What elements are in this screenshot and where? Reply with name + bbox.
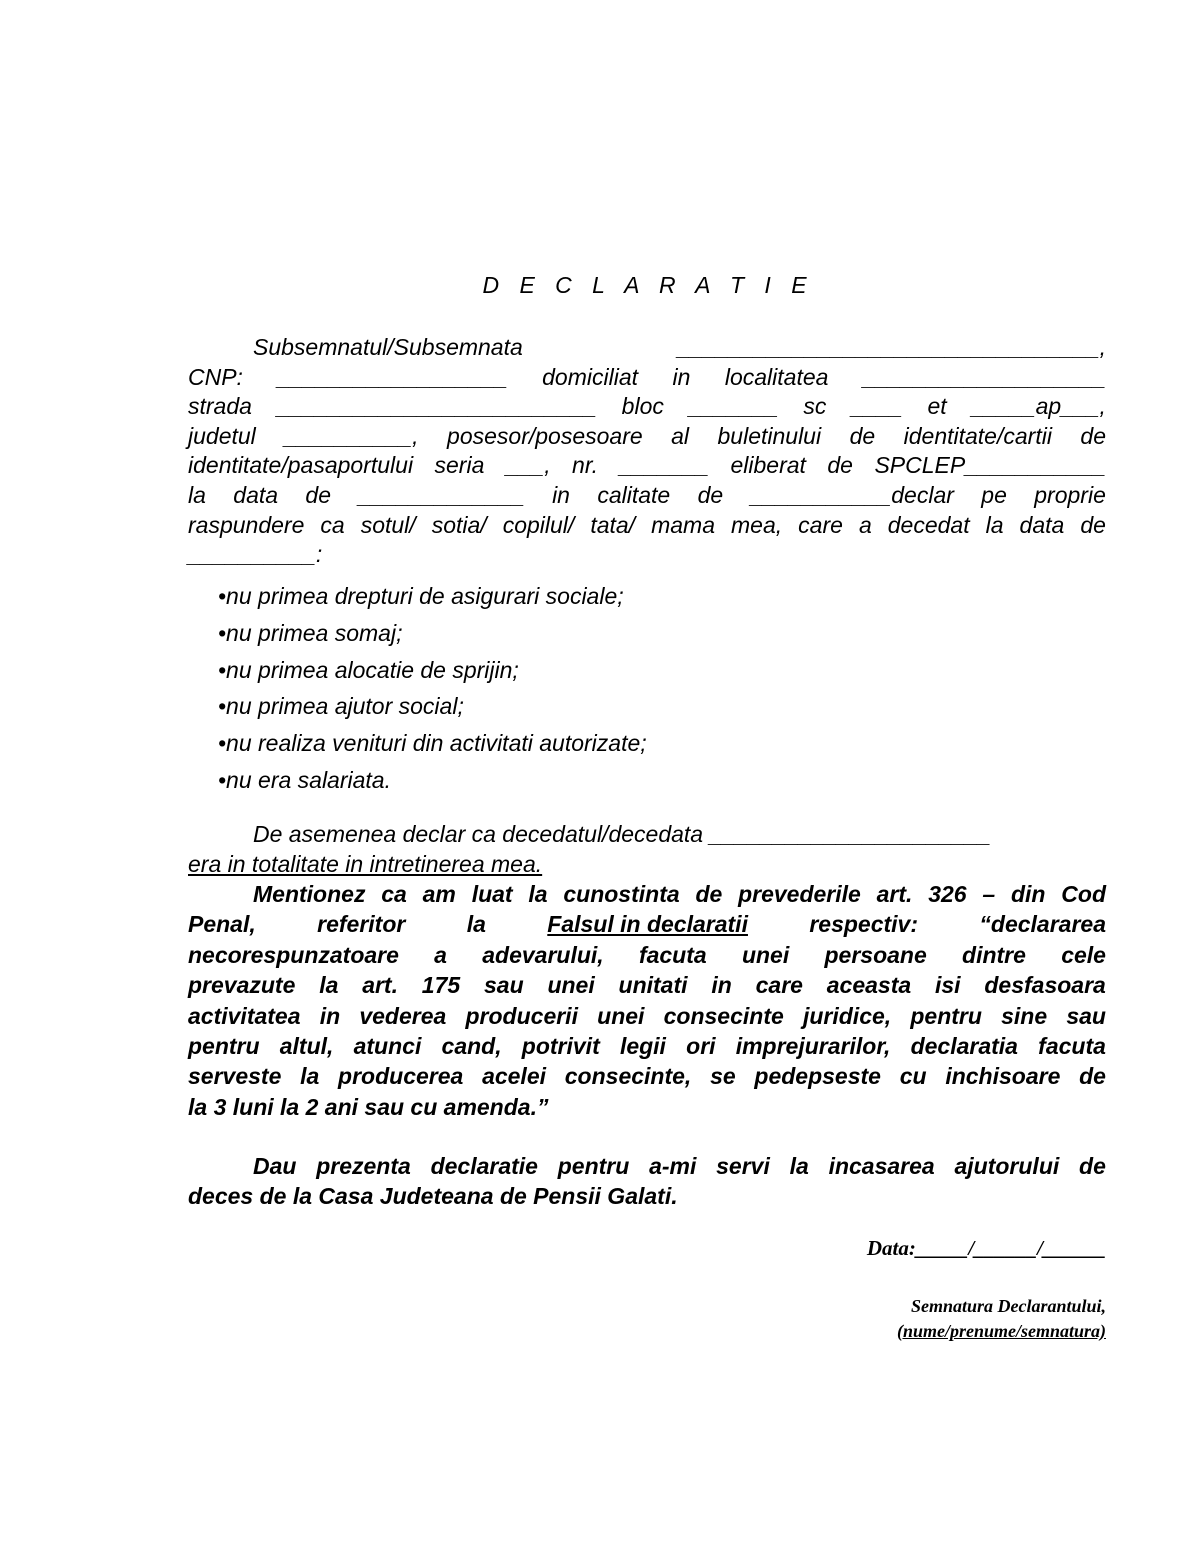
- legal-word: unei: [597, 1002, 645, 1029]
- purpose-line: [188, 1151, 1106, 1181]
- intro-line: [188, 540, 1106, 570]
- intro-word: proprie: [1034, 481, 1106, 508]
- intro-line: [188, 422, 1106, 452]
- intro-line: [188, 481, 1106, 511]
- intro-word: de: [697, 481, 724, 508]
- intro-word: et: [927, 393, 947, 420]
- intro-word: _______: [688, 393, 779, 420]
- legal-word: a: [434, 941, 447, 968]
- purpose-paragraph: [188, 1151, 1106, 1212]
- intro-word: eliberat: [730, 452, 806, 479]
- legal-word: dintre: [962, 941, 1026, 968]
- legal-word: atunci: [353, 1032, 422, 1059]
- legal-word: consecinte: [663, 1002, 784, 1029]
- legal-word: producerea: [338, 1063, 464, 1090]
- legal-word: imprejurarilor,: [735, 1032, 891, 1059]
- legal-word: cele: [1061, 941, 1106, 968]
- legal-word: unei: [741, 941, 790, 968]
- legal-word: Falsul in declaratii: [547, 911, 748, 938]
- purpose-word: Dau: [253, 1153, 297, 1179]
- legal-word: respectiv:: [809, 911, 919, 938]
- intro-line: [188, 392, 1106, 422]
- intro-word: de: [1080, 511, 1106, 538]
- intro-word: care: [798, 511, 843, 538]
- purpose-word: prezenta: [316, 1153, 411, 1179]
- legal-word: la 3 luni la 2 ani sau cu amenda.”: [188, 1093, 549, 1120]
- intro-word: raspundere: [188, 511, 305, 538]
- intro-word: SPCLEP___________: [874, 452, 1106, 479]
- legal-word: unitati: [618, 972, 688, 999]
- legal-word: serveste: [188, 1063, 282, 1090]
- legal-word: juridice,: [802, 1002, 892, 1029]
- intro-word: de: [827, 452, 853, 479]
- legal-line: [188, 940, 1106, 970]
- legal-word: acelei: [482, 1063, 547, 1090]
- intro-word: seria: [434, 452, 485, 479]
- signature-block: [897, 1294, 1106, 1344]
- legal-word: unei: [547, 972, 595, 999]
- legal-word: art.: [876, 881, 913, 907]
- legal-word: de: [1079, 1063, 1106, 1090]
- intro-word: la: [985, 511, 1004, 538]
- intro-word: sotul/: [360, 511, 416, 538]
- legal-line: [188, 1061, 1106, 1091]
- intro-word: mama: [651, 511, 715, 538]
- purpose-word: declaratie: [430, 1153, 538, 1179]
- intro-word: de: [1080, 422, 1106, 449]
- intro-word: ___________declar: [750, 481, 954, 508]
- legal-word: pedepseste: [754, 1063, 881, 1090]
- intro-line: [188, 333, 1106, 363]
- legal-word: producerii: [465, 1002, 578, 1029]
- bullet-item: •nu primea drepturi de asigurari sociale;: [218, 583, 624, 609]
- bullet-item: •nu era salariata.: [218, 766, 391, 793]
- legal-word: care: [755, 972, 803, 999]
- purpose-word: ajutorului: [954, 1153, 1060, 1179]
- legal-word: legii: [619, 1032, 666, 1059]
- legal-word: luat: [471, 881, 513, 907]
- legal-line: [188, 879, 1106, 909]
- legal-word: la: [528, 881, 548, 907]
- intro-word: identitate/pasaportului: [188, 452, 414, 479]
- legal-word: aceasta: [826, 972, 912, 999]
- legal-word: –: [982, 881, 996, 907]
- legal-word: 175: [421, 972, 461, 999]
- legal-word: prevederile: [738, 881, 861, 907]
- intro-word: tata/: [590, 511, 636, 538]
- intro-word: in: [672, 363, 691, 390]
- legal-word: pentru: [910, 1002, 982, 1029]
- legal-word: altul,: [279, 1032, 334, 1059]
- intro-word: ___________________: [862, 363, 1106, 390]
- intro-word: strada: [188, 393, 252, 420]
- legal-word: Cod: [1061, 881, 1106, 907]
- intro-word: pe: [981, 481, 1007, 508]
- intro-word: __________:: [188, 541, 323, 568]
- intro-word: in: [552, 481, 570, 508]
- intro-line: [188, 451, 1106, 481]
- legal-line: [188, 909, 1106, 939]
- legal-word: adevarului,: [482, 941, 604, 968]
- legal-line: [188, 970, 1106, 1000]
- intro-word: nr.: [572, 452, 599, 479]
- intro-word: de: [305, 481, 332, 508]
- intro-word: de: [849, 422, 876, 449]
- legal-word: pentru: [188, 1032, 260, 1059]
- legal-word: vederea: [359, 1002, 447, 1029]
- penal-code-paragraph: [188, 879, 1106, 1122]
- intro-word: _____________: [358, 481, 525, 508]
- intro-paragraph: [188, 333, 1106, 570]
- purpose-word: la: [789, 1153, 809, 1179]
- intro-line: [188, 363, 1106, 393]
- legal-word: necorespunzatoare: [188, 941, 399, 968]
- purpose-word: deces de la Casa Judeteana de Pensii Galati.: [188, 1183, 678, 1210]
- intro-word: CNP:: [188, 363, 243, 390]
- legal-word: persoane: [824, 941, 927, 968]
- purpose-word: a-mi: [649, 1153, 697, 1179]
- intro-word: calitate: [597, 481, 671, 508]
- legal-word: 326: [928, 881, 967, 907]
- intro-word: localitatea: [724, 363, 829, 390]
- legal-word: facuta: [1038, 1032, 1106, 1059]
- declaration-bullet-list: [218, 578, 647, 799]
- intro-word: sotia/: [431, 511, 487, 538]
- legal-word: referitor: [317, 911, 406, 938]
- legal-word: inchisoare: [945, 1063, 1061, 1090]
- legal-word: la: [300, 1063, 320, 1090]
- intro-word: mea,: [731, 511, 783, 538]
- legal-word: Penal,: [188, 911, 256, 938]
- legal-word: art.: [362, 972, 398, 999]
- intro-word: a: [858, 511, 872, 538]
- intro-word: judetul: [188, 422, 256, 449]
- intro-word: ____: [851, 393, 903, 420]
- purpose-word: de: [1079, 1153, 1106, 1179]
- legal-word: desfasoara: [984, 972, 1106, 999]
- document-title: D E C L A R A T I E: [482, 272, 814, 298]
- intro-word: ca: [320, 511, 345, 538]
- intro-line: [188, 511, 1106, 541]
- intro-word: bloc: [621, 393, 664, 420]
- legal-word: la: [319, 972, 339, 999]
- purpose-word: incasarea: [828, 1153, 935, 1179]
- bullet-item: •nu primea ajutor social;: [218, 693, 464, 720]
- intro-word: identitate/cartii: [903, 422, 1052, 449]
- legal-word: “declararea: [979, 911, 1106, 938]
- legal-word: sau: [483, 972, 524, 999]
- legal-word: isi: [934, 972, 961, 999]
- intro-word: ___,: [505, 452, 551, 479]
- intro-word: sc: [803, 393, 827, 420]
- intro-word: _________________________________,: [677, 334, 1106, 360]
- bullet-item: •nu primea alocatie de sprijin;: [218, 656, 519, 683]
- legal-word: din: [1010, 881, 1046, 907]
- intro-word: posesor/posesoare: [447, 422, 643, 449]
- purpose-line: [188, 1181, 1106, 1211]
- legal-word: sau: [1066, 1002, 1106, 1029]
- legal-line: [188, 1031, 1106, 1061]
- legal-word: cand,: [441, 1032, 502, 1059]
- intro-word: buletinului: [717, 422, 822, 449]
- legal-word: ca: [381, 881, 407, 907]
- intro-word: Subsemnatul/Subsemnata: [253, 334, 523, 360]
- intro-word: __________,: [284, 422, 419, 449]
- legal-word: in: [711, 972, 732, 999]
- dependency-paragraph: [188, 820, 1106, 879]
- legal-word: consecinte,: [564, 1063, 692, 1090]
- dependency-statement: era in totalitate in intretinerea mea.: [188, 850, 543, 877]
- legal-word: ori: [686, 1032, 716, 1059]
- intro-word: _________________________: [276, 393, 597, 420]
- bullet-item: •nu realiza venituri din activitati autorizate;: [218, 730, 647, 757]
- intro-word: la: [188, 481, 206, 508]
- signature-label: Semnatura Declarantului,: [910, 1296, 1106, 1316]
- legal-word: Mentionez: [253, 881, 366, 907]
- intro-word: _______: [619, 452, 710, 479]
- intro-word: decedat: [887, 511, 970, 538]
- legal-word: la: [466, 911, 486, 938]
- legal-word: prevazute: [188, 972, 296, 999]
- legal-word: se: [710, 1063, 736, 1090]
- intro-word: data: [1019, 511, 1065, 538]
- legal-word: activitatea: [188, 1002, 301, 1029]
- purpose-word: servi: [716, 1153, 770, 1179]
- legal-line: [188, 1001, 1106, 1031]
- intro-word: _____ap___,: [971, 393, 1106, 420]
- legal-line: [188, 1092, 1106, 1122]
- intro-word: al: [671, 422, 690, 449]
- legal-word: facuta: [638, 941, 707, 968]
- legal-word: de: [695, 881, 723, 907]
- legal-word: declaratia: [910, 1032, 1018, 1059]
- intro-word: data: [233, 481, 279, 508]
- deceased-name-line: De asemenea declar ca decedatul/decedata ______________________: [253, 821, 991, 847]
- signature-note: (nume/prenume/semnatura): [896, 1321, 1106, 1341]
- date-field: Data:_____/______/______: [866, 1236, 1106, 1260]
- purpose-word: pentru: [557, 1153, 630, 1179]
- intro-word: copilul/: [502, 511, 575, 538]
- legal-word: in: [319, 1002, 341, 1029]
- intro-word: domiciliat: [542, 363, 639, 390]
- bullet-item: •nu primea somaj;: [218, 619, 403, 646]
- legal-word: sine: [1001, 1002, 1048, 1029]
- legal-word: cu: [899, 1063, 927, 1090]
- legal-word: potrivit: [521, 1032, 600, 1059]
- intro-word: __________________: [277, 363, 508, 390]
- legal-word: am: [422, 881, 456, 907]
- legal-word: cunostinta: [563, 881, 680, 907]
